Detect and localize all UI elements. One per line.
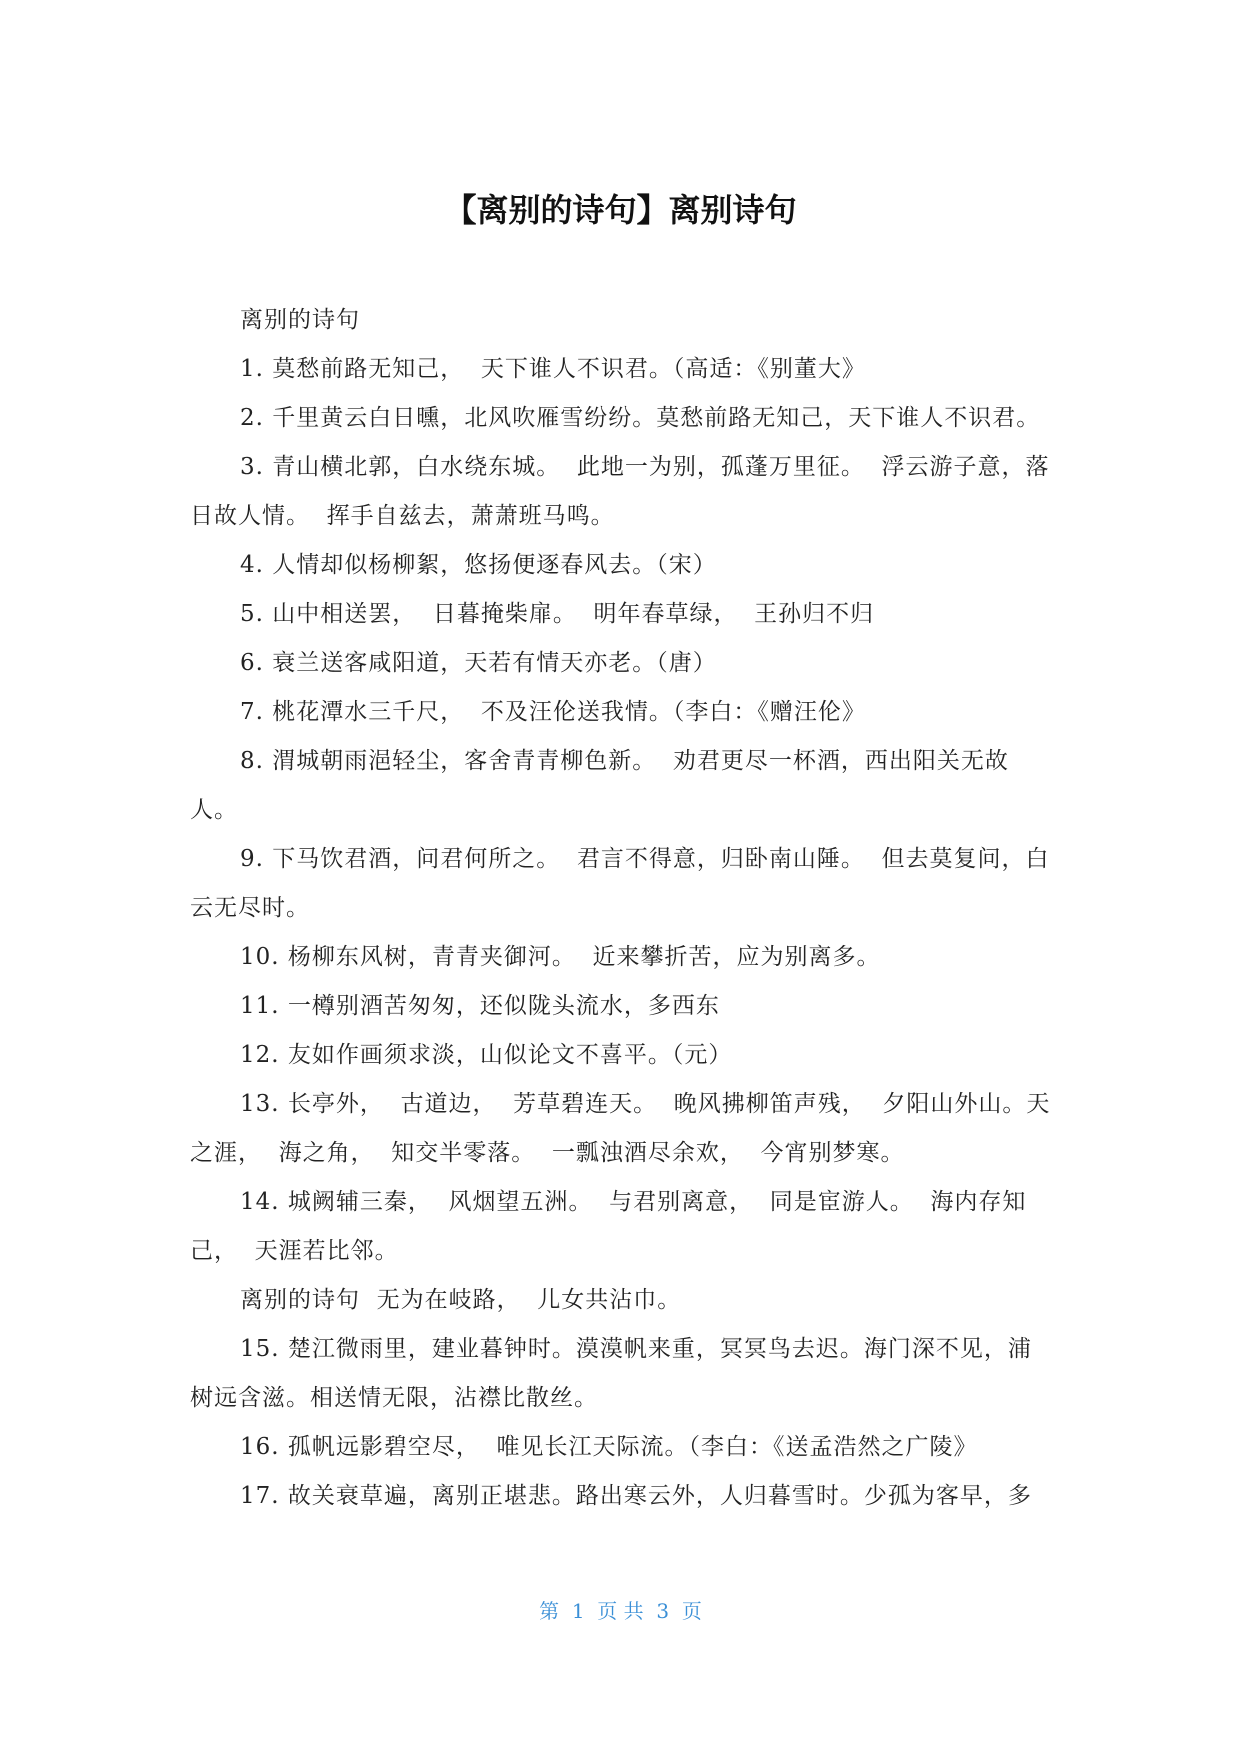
paragraph-9: 9. 下马饮君酒，问君何所之。 君言不得意，归卧南山陲。 但去莫复问，白云无尽时。 [190, 846, 1050, 921]
paragraph-17: 17. 故关衰草遍，离别正堪悲。路出寒云外，人归暮雪时。少孤为客早，多 [240, 1483, 1032, 1509]
paragraph-4: 4. 人情却似杨柳絮，悠扬便逐春风去。（宋） [240, 552, 717, 578]
paragraph-7: 7. 桃花潭水三千尺， 不及汪伦送我情。（李白：《赠汪伦》 [240, 699, 866, 725]
paragraph-1: 1. 莫愁前路无知己， 天下谁人不识君。（高适：《别董大》 [240, 356, 866, 382]
paragraph-2: 2. 千里黄云白日曛，北风吹雁雪纷纷。莫愁前路无知己，天下谁人不识君。 [240, 405, 1041, 431]
document-body [190, 296, 1052, 1521]
paragraph-8: 8. 渭城朝雨浥轻尘，客舍青青柳色新。 劝君更尽一杯酒，西出阳关无故人。 [190, 748, 1009, 823]
paragraph-14: 14. 城阙辅三秦， 风烟望五洲。 与君别离意， 同是宦游人。 海内存知己， 天涯若比邻。 [190, 1189, 1027, 1264]
paragraph-10: 10. 杨柳东风树，青青夹御河。 近来攀折苦，应为别离多。 [240, 944, 881, 970]
paragraph-15: 15. 楚江微雨里，建业暮钟时。漠漠帆来重，冥冥鸟去迟。海门深不见，浦树远含滋。相送情无限，沾襟比散丝。 [190, 1336, 1032, 1411]
paragraph-16: 16. 孤帆远影碧空尽， 唯见长江天际流。（李白：《送孟浩然之广陵》 [240, 1434, 978, 1460]
paragraph-13: 13. 长亭外， 古道边， 芳草碧连天。 晚风拂柳笛声残， 夕阳山外山。天之涯， 海之角， 知交半零落。 一瓢浊酒尽余欢， 今宵别梦寒。 [190, 1091, 1051, 1166]
paragraph-6: 6. 衰兰送客咸阳道，天若有情天亦老。（唐） [240, 650, 717, 676]
paragraph-interlude: 离别的诗句 无为在岐路， 儿女共沾巾。 [240, 1287, 682, 1313]
paragraph-12: 12. 友如作画须求淡，山似论文不喜平。（元） [240, 1042, 733, 1068]
paragraph-heading: 离别的诗句 [240, 307, 360, 333]
paragraph-5: 5. 山中相送罢， 日暮掩柴扉。 明年春草绿， 王孙归不归 [240, 601, 875, 627]
paragraph-11: 11. 一樽别酒苦匆匆，还似陇头流水，多西东 [240, 993, 720, 1019]
page-title: 【离别的诗句】离别诗句 [444, 191, 797, 229]
paragraph-3: 3. 青山横北郭，白水绕东城。 此地一为别，孤蓬万里征。 浮云游子意，落日故人情。 挥手自兹去，萧萧班马鸣。 [190, 454, 1050, 529]
page-number-footer: 第 1 页 共 3 页 [539, 1599, 702, 1623]
